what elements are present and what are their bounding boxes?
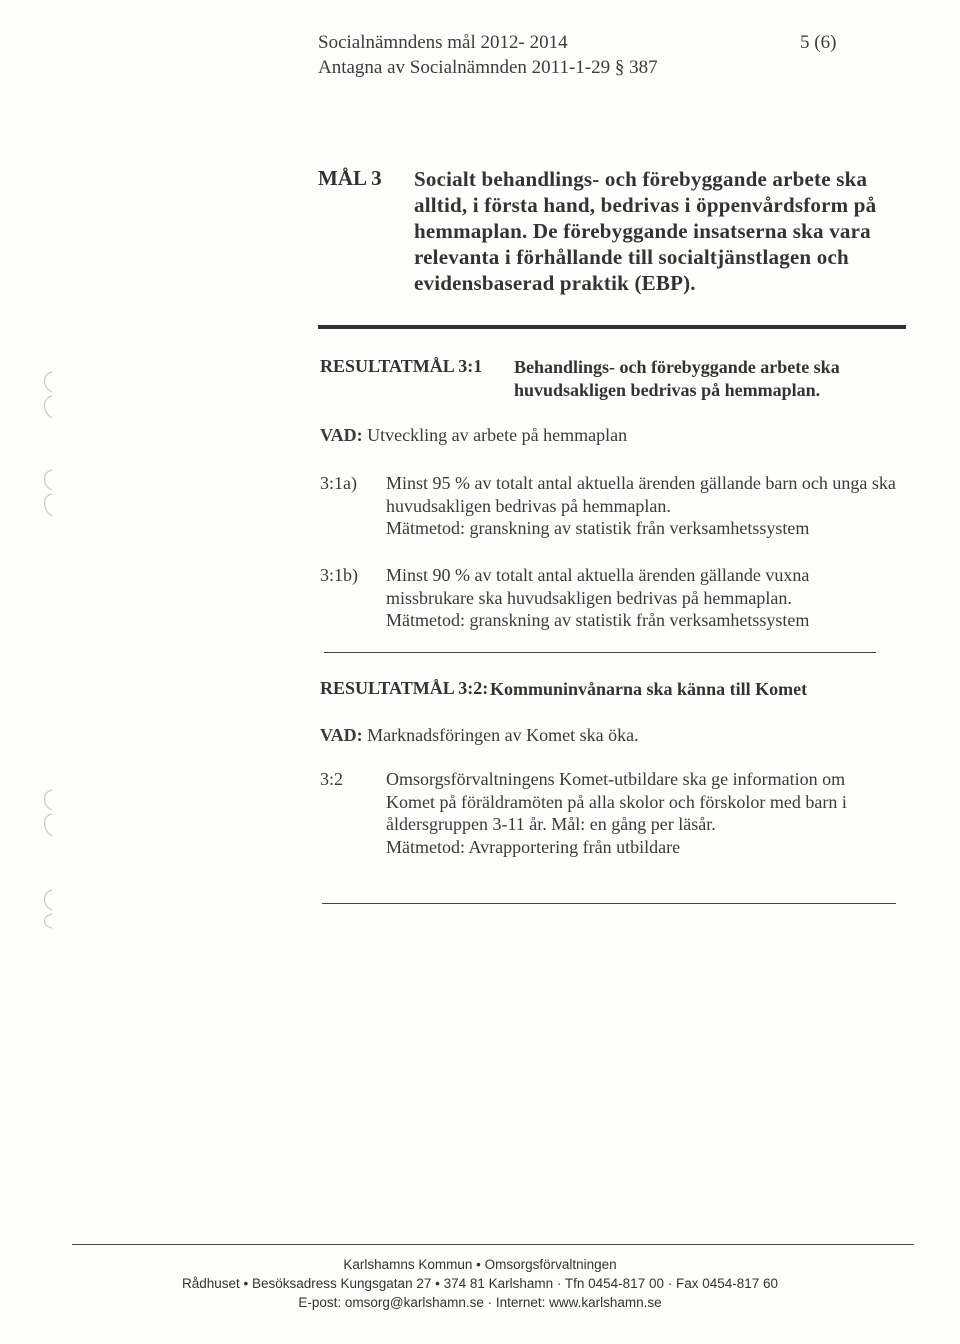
footer-divider [72, 1244, 914, 1245]
goal-label: MÅL 3 [318, 166, 382, 190]
page-number: 5 (6) [800, 32, 837, 53]
section-divider [324, 652, 876, 653]
document-title: Socialnämndens mål 2012- 2014 [318, 32, 568, 53]
goal-text: Socialt behandlings- och förebyggande arbete ska alltid, i första hand, bedrivas i öppenvårdsform på hemmaplan. De förebyggande insatserna ska vara relevanta i förhållande till socialtjänstlagen och evidensbaserad praktik (EBP). [414, 167, 877, 295]
item-3-1b-number: 3:1b) [320, 565, 358, 585]
item-3-1b-text: Minst 90 % av totalt antal aktuella ärenden gällande vuxna missbrukare ska huvudsakligen bedrivas på hemmaplan. [386, 565, 810, 608]
result-3-2-text: Kommuninvånarna ska känna till Komet [490, 679, 808, 699]
vad-3-2 [320, 724, 639, 747]
punch-hole-mark [45, 372, 53, 418]
item-3-1a-number: 3:1a) [320, 473, 357, 493]
result-3-2-label: RESULTATMÅL 3:2: [320, 678, 489, 698]
item-3-2-number: 3:2 [320, 769, 344, 789]
punch-hole-mark [45, 470, 53, 516]
vad-label: VAD: [320, 725, 363, 745]
vad-text: Marknadsföringen av Komet ska öka. [367, 725, 639, 745]
section-divider-thick [318, 325, 906, 329]
punch-holes-decoration [38, 370, 68, 930]
item-3-2-text: Omsorgsförvaltningens Komet-utbildare ska ge information om Komet på föräldramöten på alla skolor och förskolor med barn i åldersgruppen 3-11 år. Mål: en gång per läsår. [386, 769, 847, 834]
footer-address: Rådhuset • Besöksadress Kungsgatan 27 • 374 81 Karlshamn · Tfn 0454-817 00 · Fax 0454-817 60 [181, 1276, 779, 1291]
item-3-1b-method: Mätmetod: granskning av statistik från verksamhetssystem [386, 610, 810, 630]
item-3-1a-method: Mätmetod: granskning av statistik från verksamhetssystem [386, 518, 810, 538]
adoption-note: Antagna av Socialnämnden 2011-1-29 § 387 [318, 57, 658, 78]
footer-org: Karlshamns Kommun • Omsorgsförvaltningen [343, 1257, 617, 1272]
vad-text: Utveckling av arbete på hemmaplan [367, 425, 628, 445]
item-3-2-method: Mätmetod: Avrapportering från utbildare [386, 837, 681, 857]
result-3-1-text: Behandlings- och förebyggande arbete ska huvudsakligen bedrivas på hemmaplan. [514, 357, 840, 400]
section-divider [322, 903, 896, 904]
vad-3-1 [320, 424, 627, 447]
footer-contact: E-post: omsorg@karlshamn.se · Internet: www.karlshamn.se [298, 1295, 662, 1310]
punch-hole-mark [45, 790, 53, 836]
vad-label: VAD: [320, 425, 363, 445]
punch-hole-mark [45, 890, 53, 928]
item-3-1a-text: Minst 95 % av totalt antal aktuella ärenden gällande barn och unga ska huvudsakligen bedrivas på hemmaplan. [386, 473, 896, 516]
result-3-1-label: RESULTATMÅL 3:1 [320, 356, 483, 376]
